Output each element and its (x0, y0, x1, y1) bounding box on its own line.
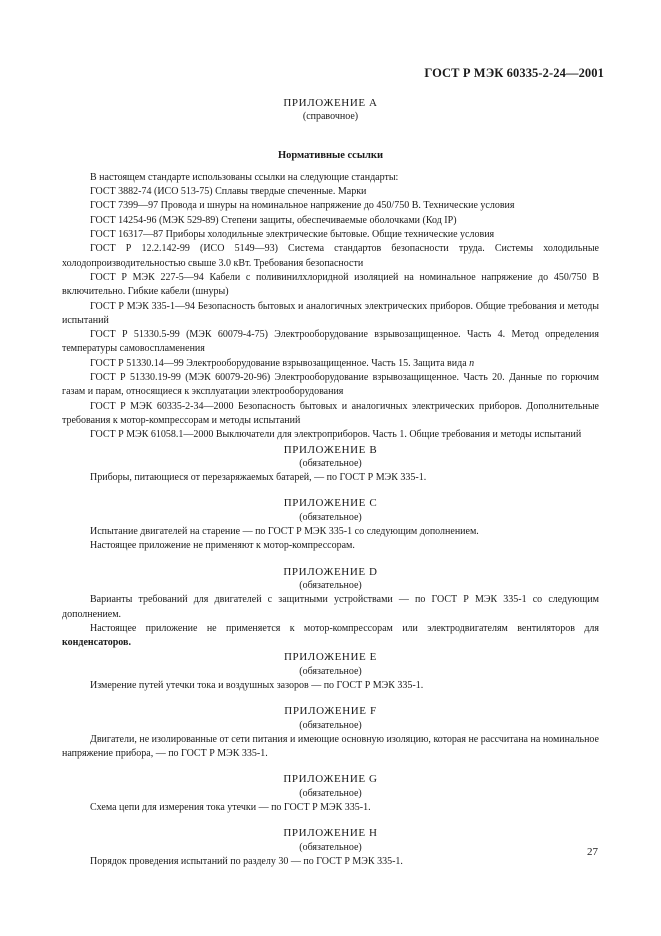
appendix-h (62, 826, 599, 869)
reference-item: ГОСТ 16317—87 Приборы холодильные электрические бытовые. Общие технические условия (90, 229, 495, 241)
appendix-h-text: Порядок проведения испытаний по разделу 30 — по ГОСТ Р МЭК 335-1. (90, 855, 403, 867)
reference-item: ГОСТ Р 51330.19-99 (МЭК 60079-20-96) Электрооборудование взрывозащищенное. Часть 20. Данные по горючим газам и парам, относящиеся к эксплуатации электрооборудования (62, 372, 599, 398)
appendix-b-text: Приборы, питающиеся от перезаряжаемых батарей, — по ГОСТ Р МЭК 335-1. (90, 472, 427, 484)
reference-item (62, 357, 599, 371)
appendix-h-title: ПРИЛОЖЕНИЕ Н (283, 827, 378, 840)
appendix-e (62, 650, 599, 693)
reference-item: ГОСТ Р МЭК 227-5—94 Кабели с поливинилхлоридной изоляцией на номинальное напряжение до 450/750 В включительно. Гибкие кабели (шнуры) (62, 271, 599, 298)
appendix-f (62, 704, 599, 761)
appendix-e-text: Измерение путей утечки тока и воздушных зазоров — по ГОСТ Р МЭК 335-1. (90, 679, 424, 691)
appendix-d-kind: (обязательное) (299, 579, 362, 591)
appendix-b (62, 443, 599, 486)
appendix-e-kind: (обязательное) (299, 665, 362, 677)
appendix-c-text: Испытание двигателей на старение — по ГОСТ Р МЭК 335-1 со следующим дополнением. (90, 526, 479, 538)
reference-item: ГОСТ Р МЭК 60335-2-34—2000 Безопасность бытовых и аналогичных электрических приборов. Дополнительные требования к мотор-компрессорам и методы испытаний (62, 400, 599, 426)
appendix-a-title: ПРИЛОЖЕНИЕ А (283, 97, 378, 109)
appendix-g-title: ПРИЛОЖЕНИЕ G (283, 773, 378, 786)
reference-item: ГОСТ 7399—97 Провода и шнуры на номинальное напряжение до 450/750 В. Технические условия (90, 200, 515, 212)
appendix-d-text: Варианты требований для двигателей с защитными устройствами — по ГОСТ Р МЭК 335-1 со следующим дополнением. (62, 594, 599, 620)
appendix-c-kind: (обязательное) (299, 511, 362, 523)
appendix-d-note-bold: конденсаторов. (62, 637, 131, 649)
reference-item: ГОСТ 14254-96 (МЭК 529-89) Степени защиты, обеспечиваемые оболочками (Код IP) (90, 214, 457, 226)
appendix-g-kind: (обязательное) (299, 787, 362, 799)
reference-item: ГОСТ Р 12.2.142-99 (ИСО 5149—93) Система стандартов безопасности труда. Системы холодильные холодопроизводительностью свыше 3.0 кВт. Требования безопасности (62, 243, 599, 269)
references-intro: В настоящем стандарте использованы ссылки на следующие стандарты: (90, 171, 399, 183)
appendix-d-title: ПРИЛОЖЕНИЕ D (283, 565, 378, 578)
appendix-a (62, 96, 599, 443)
appendix-g (62, 772, 599, 815)
appendix-f-title: ПРИЛОЖЕНИЕ F (284, 705, 377, 718)
protection-type-symbol: n (469, 357, 475, 369)
document-code: ГОСТ Р МЭК 60335-2-24—2001 (424, 66, 604, 80)
appendix-c (62, 496, 599, 553)
appendix-a-kind: (справочное) (302, 111, 359, 123)
reference-item: ГОСТ Р МЭК 335-1—94 Безопасность бытовых и аналогичных электрических приборов. Общие требования и методы испытаний (62, 300, 599, 326)
appendix-c-title: ПРИЛОЖЕНИЕ С (283, 497, 378, 510)
appendix-f-text: Двигатели, не изолированные от сети питания и имеющие основную изоляцию, которая не рассчитана на номинальное напряжение прибора, — по ГОСТ Р МЭК 335-1. (62, 733, 599, 760)
appendix-b-title: ПРИЛОЖЕНИЕ В (283, 443, 378, 456)
normative-references-heading: Нормативные ссылки (277, 149, 384, 161)
appendix-e-title: ПРИЛОЖЕНИЕ Е (284, 651, 377, 664)
reference-item: ГОСТ Р 51330.5-99 (МЭК 60079-4-75) Электрооборудование взрывозащищенное. Часть 4. Метод определения температуры самовоспламенения (62, 329, 599, 355)
appendix-d-note (62, 622, 599, 651)
page-number: 27 (587, 846, 598, 858)
appendix-f-kind: (обязательное) (299, 719, 362, 731)
page-content (62, 96, 599, 869)
appendix-b-kind: (обязательное) (299, 457, 362, 469)
appendix-d (62, 565, 599, 651)
appendix-h-kind: (обязательное) (299, 841, 362, 853)
appendix-c-note: Настоящее приложение не применяют к мотор-компрессорам. (90, 540, 355, 552)
appendix-g-text: Схема цепи для измерения тока утечки — по ГОСТ Р МЭК 335-1. (90, 802, 371, 814)
reference-item: ГОСТ Р МЭК 61058.1—2000 Выключатели для электроприборов. Часть 1. Общие требования и методы испытаний (90, 429, 582, 441)
appendix-d-note-text: Настоящее приложение не применяется к мотор-компрессорам или электродвигателям вентиляторов для (90, 622, 599, 634)
reference-text: ГОСТ Р 51330.14—99 Электрооборудование взрывозащищенное. Часть 15. Защита вида (90, 357, 467, 369)
reference-item: ГОСТ 3882-74 (ИСО 513-75) Сплавы твердые спеченные. Марки (90, 186, 367, 198)
